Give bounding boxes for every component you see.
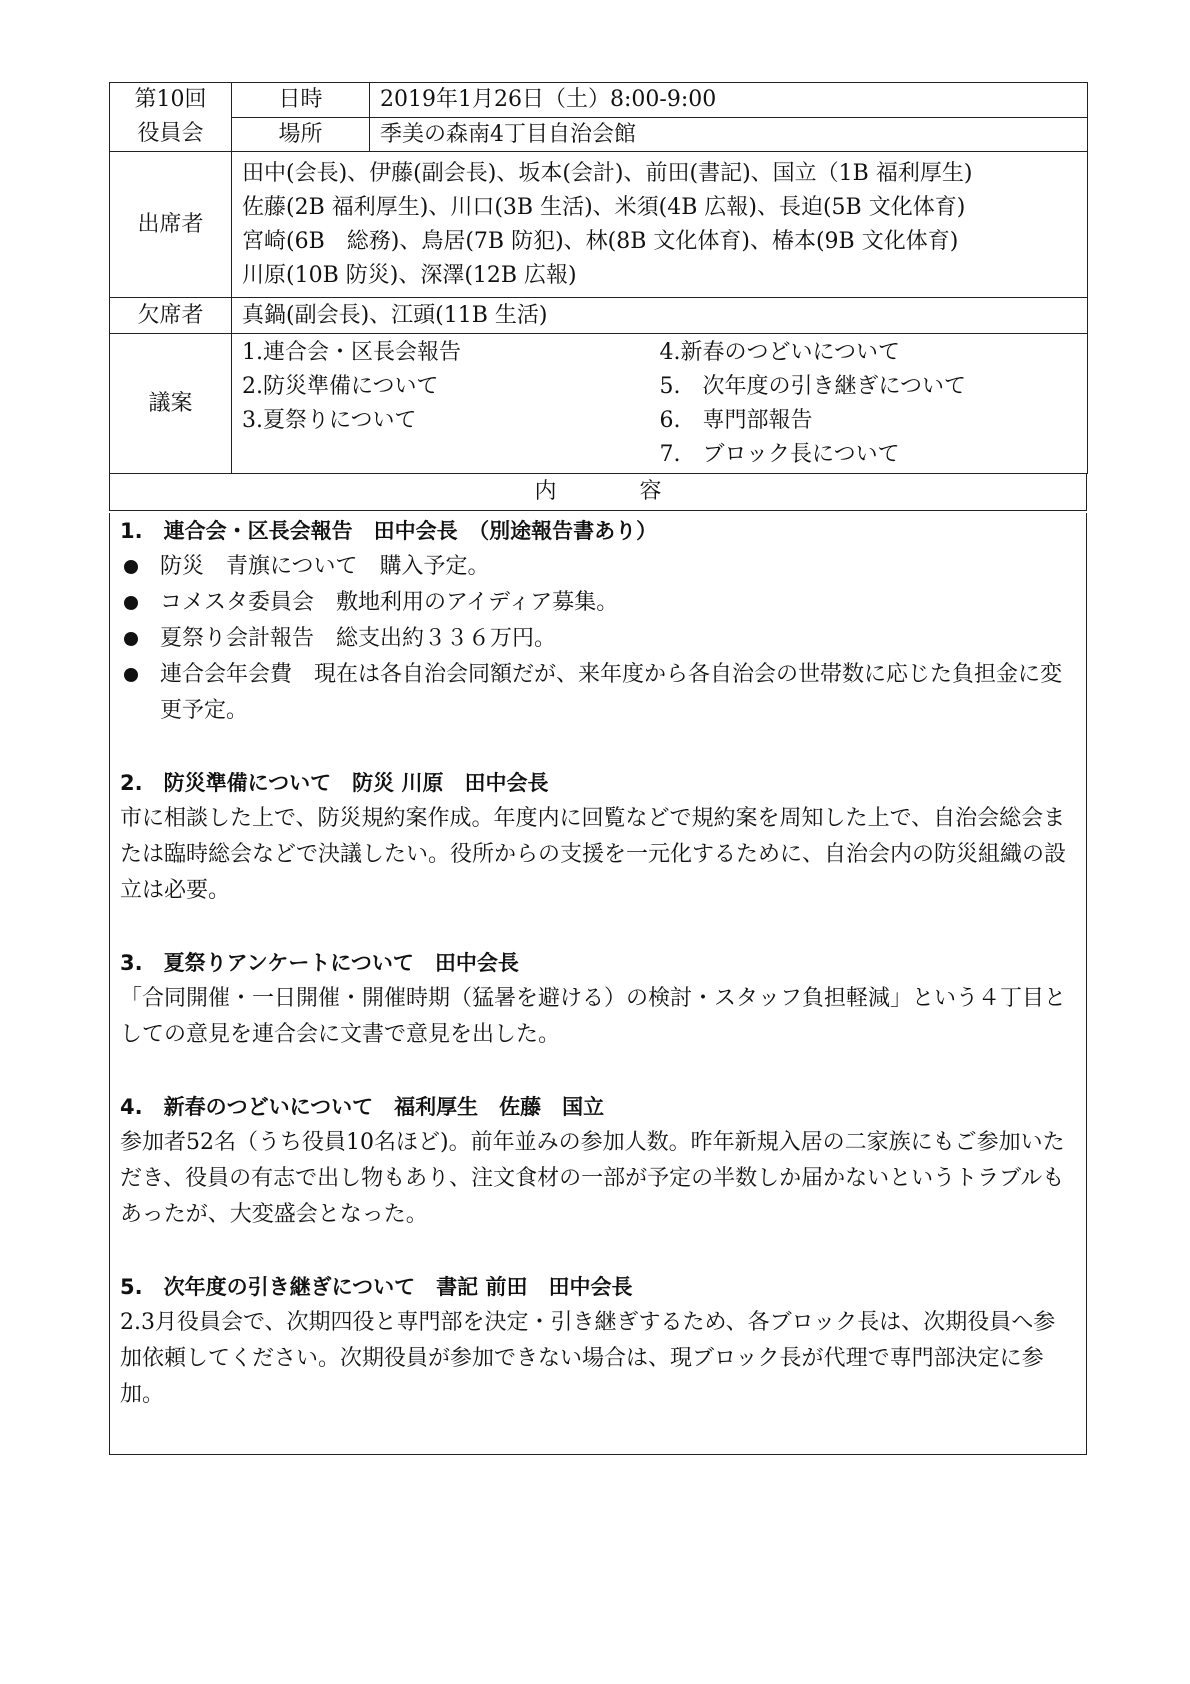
agenda-item: 6. 専門部報告 (659, 407, 813, 433)
content-header-char: 容 (639, 479, 662, 504)
bullet-item (120, 621, 1076, 657)
attendees-line: 佐藤(2B 福利厚生)、川口(3B 生活)、米須(4B 広報)、長迫(5B 文化体育) (242, 194, 966, 220)
section-title: 1. 連合会・区長会報告 田中会長 （別途報告書あり） (120, 519, 658, 543)
date-label: 日時 (232, 83, 370, 118)
agenda-item: 2.防災準備について (242, 373, 439, 399)
agenda-item: 7. ブロック長について (659, 441, 900, 467)
section-bullets (120, 549, 1076, 729)
attendees-label: 出席者 (110, 152, 232, 298)
meeting-name-cell (110, 83, 232, 152)
section-body: 「合同開催・一日開催・開催時期（猛暑を避ける）の検討・スタッフ負担軽減」という４丁目としての意見を連合会に文書で意見を出した。 (120, 986, 1067, 1047)
bullet-dot-icon (124, 596, 138, 610)
absentees-value: 真鍋(副会長)、江頭(11B 生活) (232, 298, 1088, 334)
bullet-item (120, 585, 1076, 621)
section-title: 3. 夏祭りアンケートについて 田中会長 (120, 951, 519, 975)
content-header (109, 474, 1087, 511)
absentees-label: 欠席者 (110, 298, 232, 334)
agenda-item: 3.夏祭りについて (242, 407, 417, 433)
agenda-label: 議案 (110, 334, 232, 474)
meeting-number: 第10回 (134, 87, 207, 112)
section-title: 5. 次年度の引き継ぎについて 書記 前田 田中会長 (120, 1275, 633, 1299)
agenda-left-column (242, 336, 660, 472)
section-title: 2. 防災準備について 防災 川原 田中会長 (120, 771, 549, 795)
spacer (120, 729, 1076, 765)
place-label: 場所 (232, 117, 370, 152)
bullet-text: 夏祭り会計報告 総支出約３３６万円。 (160, 626, 557, 651)
section-body: 2.3月役員会で、次期四役と専門部を決定・引き継ぎするため、各ブロック長は、次期役員へ参加依頼してください。次期役員が参加できない場合は、現ブロック長が代理で専門部決定に参加。 (120, 1310, 1056, 1407)
bullet-text: 防災 青旗について 購入予定。 (160, 554, 490, 579)
section-title: 4. 新春のつどいについて 福利厚生 佐藤 国立 (120, 1095, 605, 1119)
spacer (120, 909, 1076, 945)
meeting-info-table (109, 82, 1088, 474)
attendees-line: 宮崎(6B 総務)、鳥居(7B 防犯)、林(8B 文化体育)、椿本(9B 文化体育) (242, 228, 959, 254)
attendees-list (232, 152, 1088, 298)
bullet-text: コメスタ委員会 敷地利用のアイディア募集。 (160, 590, 619, 615)
date-value: 2019年1月26日（土）8:00-9:00 (370, 83, 1088, 118)
content-body (109, 513, 1087, 1455)
bullet-text: 連合会年会費 現在は各自治会同額だが、来年度から各自治会の世帯数に応じた負担金に変更予定。 (160, 662, 1063, 723)
content-header-char: 内 (534, 479, 557, 504)
attendees-line: 川原(10B 防災)、深澤(12B 広報) (242, 262, 577, 288)
agenda-right-column (660, 336, 1078, 472)
bullet-dot-icon (124, 632, 138, 646)
place-value: 季美の森南4丁目自治会館 (370, 117, 1088, 152)
agenda-item: 5. 次年度の引き継ぎについて (659, 373, 967, 399)
bullet-item (120, 657, 1076, 729)
section-body: 参加者52名（うち役員10名ほど)。前年並みの参加人数。昨年新規入居の二家族にもご参加いただき、役員の有志で出し物もあり、注文食材の一部が予定の半数しか届かないというトラブルもあったが、大変盛会となった。 (120, 1130, 1065, 1227)
meeting-minutes (109, 82, 1087, 1455)
spacer (120, 1233, 1076, 1269)
agenda-item: 4.新春のつどいについて (659, 339, 901, 365)
bullet-dot-icon (124, 668, 138, 682)
meeting-type: 役員会 (137, 121, 204, 146)
agenda-list (232, 334, 1088, 474)
bullet-item (120, 549, 1076, 585)
bullet-dot-icon (124, 560, 138, 574)
agenda-item: 1.連合会・区長会報告 (242, 339, 461, 365)
section-body: 市に相談した上で、防災規約案作成。年度内に回覧などで規約案を周知した上で、自治会総会または臨時総会などで決議したい。役所からの支援を一元化するために、自治会内の防災組織の設立は必要。 (120, 806, 1067, 903)
attendees-line: 田中(会長)、伊藤(副会長)、坂本(会計)、前田(書記)、国立（1B 福利厚生) (242, 160, 973, 186)
spacer (120, 1053, 1076, 1089)
